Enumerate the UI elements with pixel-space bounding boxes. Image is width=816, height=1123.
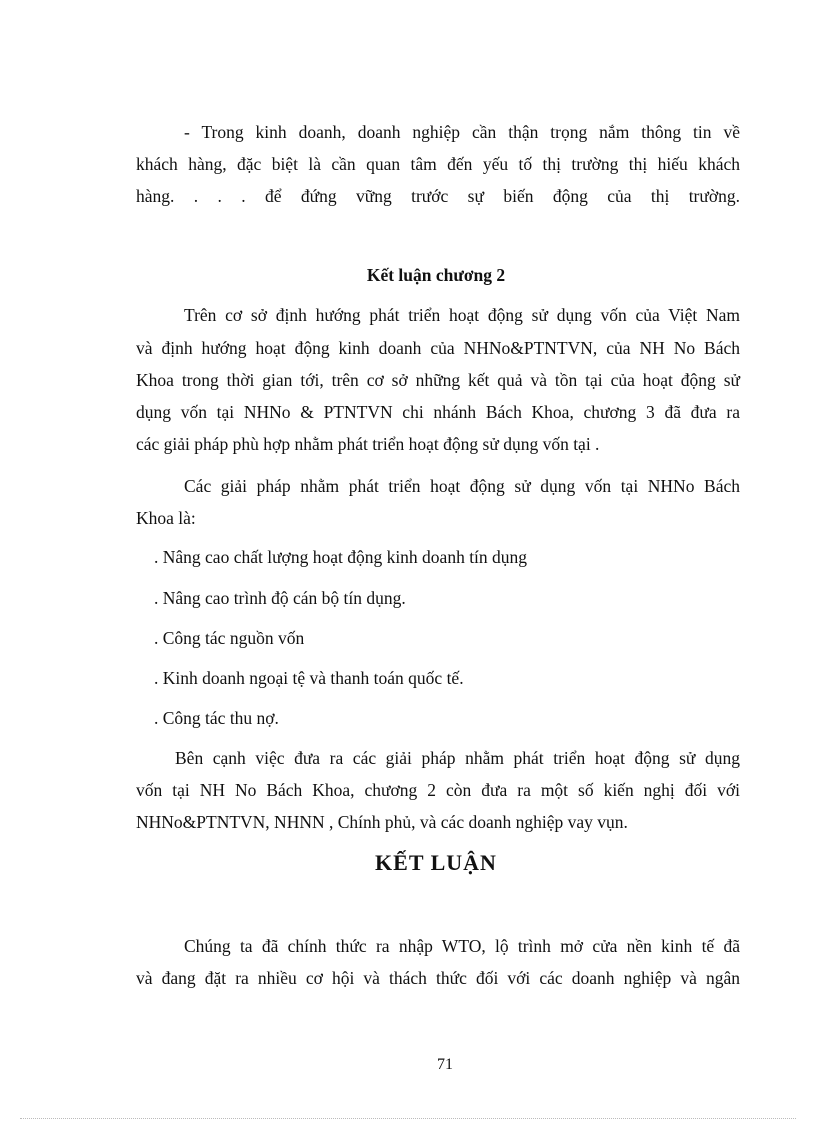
list-item: . Công tác thu nợ. [154,708,279,728]
para2-line-2: Khoa là: [136,508,196,528]
final-para-line-2: và đang đặt ra nhiều cơ hội và thách thức đối với các doanh nghiệp và ngân [136,968,740,988]
para1-line-5: các giải pháp phù hợp nhằm phát triển hoạt động sử dụng vốn tại . [136,434,600,454]
page-bottom-border [20,1118,796,1119]
chapter-2-conclusion-heading: Kết luận chương 2 [366,265,506,285]
list-item: . Nâng cao trình độ cán bộ tín dụng. [154,588,406,608]
final-conclusion-heading: KẾT LUẬN [375,850,497,875]
intro-line-3: hàng. . . . để đứng vững trước sự biến động của thị trường. [136,186,740,206]
page-number: 71 [437,1056,453,1073]
para3-line-2: vốn tại NH No Bách Khoa, chương 2 còn đưa ra một số kiến nghị đối với [136,780,740,800]
para1-line-1: Trên cơ sở định hướng phát triển hoạt động sử dụng vốn của Việt Nam [184,305,740,325]
para2-line-1: Các giải pháp nhằm phát triển hoạt động sử dụng vốn tại NHNo Bách [184,476,740,496]
para3-line-3: NHNo&PTNTVN, NHNN , Chính phủ, và các doanh nghiệp vay vụn. [136,812,628,832]
final-para-line-1: Chúng ta đã chính thức ra nhập WTO, lộ trình mở cửa nền kinh tế đã [184,936,740,956]
para1-line-4: dụng vốn tại NHNo & PTNTVN chi nhánh Bách Khoa, chương 3 đã đưa ra [136,402,740,422]
para3-line-1: Bên cạnh việc đưa ra các giải pháp nhằm phát triển hoạt động sử dụng [175,748,740,768]
list-item: . Kinh doanh ngoại tệ và thanh toán quốc tế. [154,668,464,688]
intro-line-1: - Trong kinh doanh, doanh nghiệp cần thận trọng nắm thông tin về [184,122,740,142]
para1-line-2: và định hướng hoạt động kinh doanh của NHNo&PTNTVN, của NH No Bách [136,338,740,358]
list-item: . Nâng cao chất lượng hoạt động kinh doanh tín dụng [154,547,528,567]
intro-line-2: khách hàng, đặc biệt là cần quan tâm đến yếu tố thị trường thị hiếu khách [136,154,740,174]
list-item: . Công tác nguồn vốn [154,628,305,648]
para1-line-3: Khoa trong thời gian tới, trên cơ sở những kết quả và tồn tại của hoạt động sử [136,370,740,390]
